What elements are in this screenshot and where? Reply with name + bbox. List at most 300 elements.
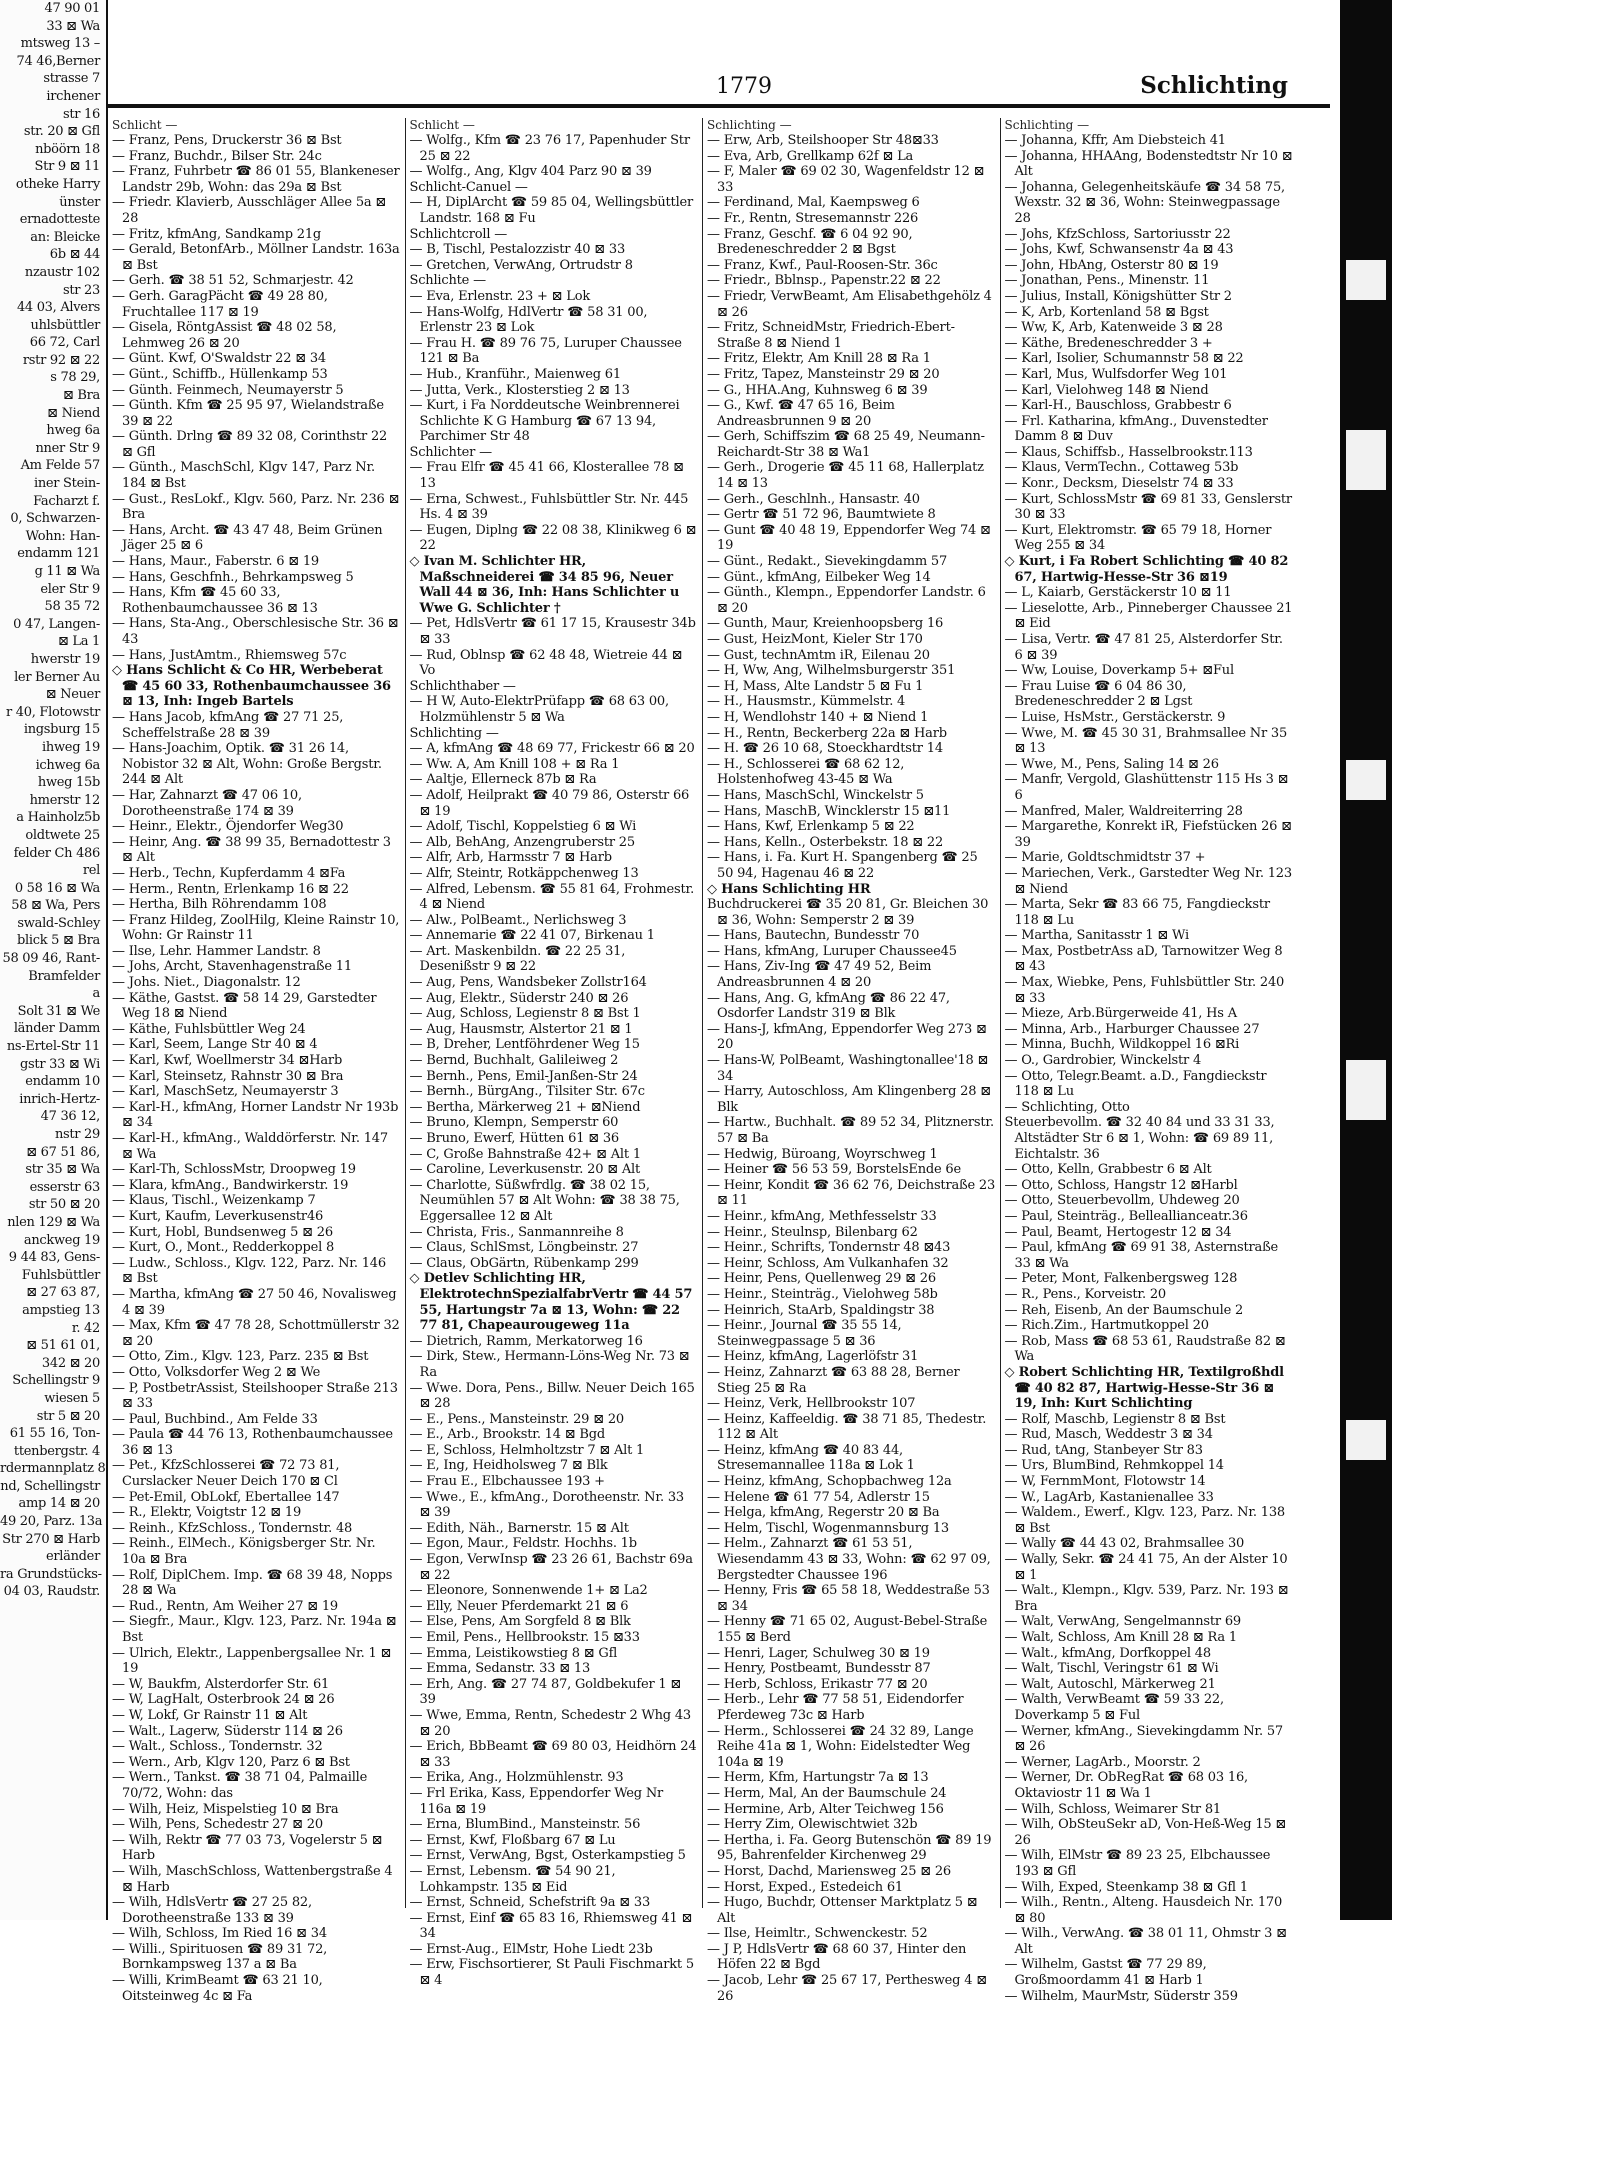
directory-entry: — Walth, VerwBeamt ☎ 59 33 22, Doverkamp 5 ⊠ Ful [1004, 1692, 1224, 1723]
directory-entry: — J P, HdlsVertr ☎ 68 60 37, Hinter den Höfen 22 ⊠ Bgd [707, 1941, 967, 1973]
directory-entry: — H, DiplArcht ☎ 59 85 04, Wellingsbüttler Landstr. 168 ⊠ Fu [409, 195, 694, 226]
left-page-fragment: Str 270 ⊠ Harb [2, 1531, 100, 1547]
left-page-fragment: nner Str 9 [35, 440, 100, 456]
left-page-fragment: Schellingstr 9 [12, 1373, 100, 1389]
left-page-fragment: Str 9 ⊠ 11 [34, 159, 100, 175]
directory-entry: — Franz, Geschf. ☎ 6 04 92 90, Bredeneschredder 2 ⊠ Bgst [707, 226, 913, 258]
directory-entry: — Pet-Emil, ObLokf, Ebertallee 147 [112, 1489, 340, 1505]
left-page-fragment: irchener [46, 88, 100, 104]
directory-entry: — Gust, technAmtm iR, Eilenau 20 [707, 647, 930, 663]
directory-entry: — Ferdinand, Mal, Kaempsweg 6 [707, 195, 920, 211]
directory-entry: — Frl. Katharina, kfmAng., Duvenstedter Damm 8 ⊠ Duv [1004, 413, 1268, 445]
directory-entry: — Max, Wiebke, Pens, Fuhlsbüttler Str. 240 ⊠ 33 [1004, 975, 1285, 1006]
directory-entry: — Wern., Arb, Klgv 120, Parz 6 ⊠ Bst [112, 1754, 350, 1770]
left-page-fragment: hweg 15b [37, 775, 100, 791]
page-number: 1779 [716, 74, 772, 99]
directory-entry: — Har, Zahnarzt ☎ 47 06 10, Dorotheenstraße 174 ⊠ 39 [112, 787, 302, 819]
directory-entry: — Rob, Mass ☎ 68 53 61, Raudstraße 82 ⊠ Wa [1004, 1333, 1286, 1365]
directory-entry: — Wwe, Emma, Rentn, Schedestr 2 Whg 43 ⊠ 20 [409, 1707, 691, 1739]
directory-entry: — Hans, Maur., Faberstr. 6 ⊠ 19 [112, 554, 319, 570]
directory-entry: — Hans-W, PolBeamt, Washingtonallee'18 ⊠ 34 [707, 1053, 989, 1084]
directory-entry: — Helm., Zahnarzt ☎ 61 53 51, Wiesendamm 43 ⊠ 33, Wohn: ☎ 62 97 09, Bergstedter Chaussee 196 [707, 1536, 991, 1583]
directory-entry: — E, Ing, Heidholsweg 7 ⊠ Blk [409, 1458, 608, 1474]
left-page-fragment: ünster [59, 194, 100, 210]
directory-entry: — Konr., Decksm, Dieselstr 74 ⊠ 33 [1004, 476, 1234, 492]
directory-entry: — Klaus, Tischl., Weizenkamp 7 [112, 1193, 316, 1209]
left-page-fragment: amp 14 ⊠ 20 [18, 1496, 100, 1512]
directory-entry: — Wolfg., Ang, Klgv 404 Parz 90 ⊠ 39 [409, 164, 652, 180]
directory-entry: — Eugen, Diplng ☎ 22 08 38, Klinikweg 6 ⊠ 22 [409, 522, 697, 554]
directory-entry: — Hans Jacob, kfmAng ☎ 27 71 25, Scheffelstraße 28 ⊠ 39 [112, 709, 344, 741]
directory-entry: — Herb, Schloss, Erikastr 77 ⊠ 20 [707, 1676, 928, 1692]
directory-entry: — Gerh. GaragPächt ☎ 49 28 80, Fruchtallee 117 ⊠ 19 [112, 288, 328, 320]
left-page-fragment: gstr 33 ⊠ Wi [20, 1056, 100, 1072]
directory-entry: — Claus, SchlSmst, Löngbeinstr. 27 [409, 1240, 639, 1256]
directory-entry: — Wilh, HdlsVertr ☎ 27 25 82, Dorotheenstraße 133 ⊠ 39 [112, 1895, 312, 1926]
directory-entry: — Heinz, kfmAng, Schopbachweg 12a [707, 1474, 952, 1490]
directory-entry: — P, PostbetrAssist, Steilshooper Straße 213 ⊠ 33 [112, 1380, 398, 1412]
directory-entry: — Ernst, Schneid, Schefstrift 9a ⊠ 33 [409, 1895, 651, 1911]
directory-entry: — Ww, Louise, Doverkamp 5+ ⊠Ful [1004, 663, 1234, 679]
directory-entry: — Bernh., Pens, Emil-Janßen-Str 24 [409, 1068, 638, 1084]
directory-entry: — Aug, Hausmstr, Alstertor 21 ⊠ 1 [409, 1021, 633, 1037]
directory-entry: — K, Arb, Kortenland 58 ⊠ Bgst [1004, 304, 1209, 320]
directory-entry: — Fr., Rentn, Stresemannstr 226 [707, 210, 919, 226]
directory-entry: — Helm, Tischl, Wogenmannsburg 13 [707, 1520, 949, 1536]
directory-entry: — Schlichting, Otto [1004, 1099, 1130, 1115]
directory-entry: — Paul, Beamt, Hertogestr 12 ⊠ 34 [1004, 1224, 1232, 1240]
directory-entry: — Otto, Steuerbevollm, Uhdeweg 20 [1004, 1193, 1240, 1209]
directory-entry: — Jutta, Verk., Klosterstieg 2 ⊠ 13 [409, 382, 630, 398]
left-page-fragment: ttenbergstr. 4 [13, 1443, 100, 1459]
directory-entry: — Karl, Mus, Wulfsdorfer Weg 101 [1004, 366, 1228, 382]
directory-entry: — Günth. Kfm ☎ 25 95 97, Wielandstraße 39 ⊠ 22 [112, 398, 384, 429]
directory-entry: — A, kfmAng ☎ 48 69 77, Frickestr 66 ⊠ 20 [409, 741, 695, 757]
directory-entry: — Karl, Isolier, Schumannstr 58 ⊠ 22 [1004, 351, 1244, 367]
directory-entry: — Aug, Elektr., Süderstr 240 ⊠ 26 [409, 990, 629, 1006]
directory-entry: — Eva, Arb, Grellkamp 62f ⊠ La [707, 148, 914, 164]
directory-entry: — Heiner ☎ 56 53 59, BorstelsEnde 6e [707, 1162, 961, 1178]
directory-entry: — Pet., KfzSchlosserei ☎ 72 73 81, Curslacker Neuer Deich 170 ⊠ Cl [112, 1458, 340, 1490]
directory-entry: — Herry Zim, Olewischtwiet 32b [707, 1817, 918, 1833]
directory-entry: — Wally ☎ 44 43 02, Brahmsallee 30 [1004, 1536, 1245, 1552]
dark-edge [1340, 0, 1392, 1920]
left-page-fragment: eler Str 9 [40, 581, 100, 597]
column-header: Schlicht — [409, 118, 475, 132]
directory-entry: — Wilh, Exped, Steenkamp 38 ⊠ Gfl 1 [1004, 1879, 1248, 1895]
directory-entry: — Ernst, Kwf, Floßbarg 67 ⊠ Lu [409, 1832, 616, 1848]
directory-entry: — Gerh., Drogerie ☎ 45 11 68, Hallerplatz 14 ⊠ 13 [707, 460, 984, 492]
directory-entry: — Wilh, ObSteuSekr aD, Von-Heß-Weg 15 ⊠ 26 [1004, 1817, 1287, 1848]
directory-entry: — Kurt, O., Mont., Redderkoppel 8 [112, 1240, 335, 1256]
directory-entry: — Heinr, Ang. ☎ 38 99 35, Bernadottestr 3 ⊠ Alt [112, 834, 391, 866]
directory-column [406, 118, 704, 1989]
directory-entry: — Willi, KrimBeamt ☎ 63 21 10, Oitsteinweg 4c ⊠ Fa [112, 1973, 323, 2004]
left-page-fragment: ⊠ La 1 [57, 634, 100, 650]
directory-entry: — Walt, Autoschl, Märkerweg 21 [1004, 1676, 1216, 1692]
left-page-fragment: hmerstr 12 [29, 792, 100, 808]
directory-entry: — Ww, K, Arb, Katenweide 3 ⊠ 28 [1004, 320, 1223, 336]
directory-entry: — E., Pens., Mansteinstr. 29 ⊠ 20 [409, 1411, 624, 1427]
directory-entry: — Siegfr., Maur., Klgv. 123, Parz. Nr. 194a ⊠ Bst [112, 1614, 397, 1645]
directory-entry: — Heinrich, StaArb, Spaldingstr 38 [707, 1302, 935, 1318]
directory-entry: — Hans, Kelln., Osterbekstr. 18 ⊠ 22 [707, 834, 944, 850]
directory-entry: — Egon, VerwInsp ☎ 23 26 61, Bachstr 69a ⊠ 22 [409, 1552, 693, 1583]
left-page-fragment: swald-Schley [17, 915, 100, 931]
directory-entry: — Günt., Schiffb., Hüllenkamp 53 [112, 366, 328, 382]
left-page-fragment: str 5 ⊠ 20 [36, 1408, 100, 1424]
directory-entry: — H., Schlosserei ☎ 68 62 12, Holstenhofweg 43-45 ⊠ Wa [707, 756, 905, 788]
left-page-fragment: blick 5 ⊠ Bra [17, 933, 100, 949]
directory-entry: — Alb, BehAng, Anzengruberstr 25 [409, 834, 635, 850]
directory-entry: — Else, Pens, Am Sorgfeld 8 ⊠ Blk [409, 1614, 631, 1630]
directory-entry: — Karl-H., kfmAng, Horner Landstr Nr 193b ⊠ 34 [112, 1099, 399, 1131]
left-page-fragment: 66 72, Carl [29, 335, 100, 351]
left-page-fragment: 04 03, Raudstr. [3, 1584, 100, 1600]
directory-column [108, 118, 406, 2004]
directory-entry: — H, Ww, Ang, Wilhelmsburgerstr 351 [707, 663, 956, 679]
directory-entry: — H., Hausmstr., Kümmelstr. 4 [707, 694, 906, 710]
left-page-fragment: rdermannplatz 8 [0, 1461, 106, 1477]
directory-entry: — Otto, Volksdorfer Weg 2 ⊠ We [112, 1364, 321, 1380]
directory-entry: — E, Schloss, Helmholtzstr 7 ⊠ Alt 1 [409, 1442, 645, 1458]
directory-entry: Schlichte — [409, 273, 486, 289]
left-page-fragment: Wohn: Han- [25, 528, 100, 544]
directory-entry: — W, Baukfm, Alsterdorfer Str. 61 [112, 1676, 330, 1692]
directory-entry: — Günth., MaschSchl, Klgv 147, Parz Nr. 184 ⊠ Bst [112, 460, 375, 492]
directory-entry: — Herm, Kfm, Hartungstr 7a ⊠ 13 [707, 1770, 929, 1786]
directory-entry: — Mieze, Arb.Bürgerweide 41, Hs A [1004, 1006, 1237, 1022]
left-page-fragment: wiesen 5 [44, 1390, 100, 1406]
directory-entry: — Johanna, Gelegenheitskäufe ☎ 34 58 75, Wexstr. 32 ⊠ 36, Wohn: Steinwegpassage 28 [1004, 179, 1285, 226]
directory-entry: — Fritz, Elektr, Am Knill 28 ⊠ Ra 1 [707, 351, 931, 367]
directory-entry: — Friedr. Klavierb, Ausschläger Allee 5a ⊠ 28 [112, 195, 387, 226]
directory-entry: — Günth. Feinmech, Neumayerstr 5 [112, 382, 344, 398]
left-page-fragment: str. 20 ⊠ Gfl [23, 124, 100, 140]
left-page-fragment: ⊠ 51 61 01, [26, 1338, 100, 1354]
left-page-fragment: endamm 10 [25, 1074, 100, 1090]
directory-entry: — Elly, Neuer Pferdemarkt 21 ⊠ 6 [409, 1598, 629, 1614]
directory-entry: — Johanna, HHAAng, Bodenstedtstr Nr 10 ⊠ Alt [1004, 148, 1293, 180]
directory-column [1001, 118, 1299, 2004]
directory-entry: — Werner, kfmAng., Sievekingdamm Nr. 57 ⊠ 26 [1004, 1723, 1284, 1755]
directory-entry: — Manfred, Maler, Waldreiterring 28 [1004, 803, 1243, 819]
left-page-fragment: hweg 6a [46, 423, 100, 439]
directory-entry: — Fritz, kfmAng, Sandkamp 21g [112, 226, 322, 242]
directory-entry: — Friedr, VerwBeamt, Am Elisabethgehölz 4 ⊠ 26 [707, 288, 992, 320]
directory-entry: — Emma, Leistikowstieg 8 ⊠ Gfl [409, 1645, 618, 1661]
header-rule [108, 104, 1330, 108]
left-page-fragment: ⊠ Niend [47, 405, 100, 421]
directory-entry: ◇ Hans Schlicht & Co HR, Werbeberat ☎ 45 60 33, Rothenbaumchaussee 36 ⊠ 13, Inh: Ingeb Bartels [112, 663, 391, 710]
directory-entry: — Herb., Lehr ☎ 77 58 51, Eidendorfer Pferdeweg 73c ⊠ Harb [707, 1692, 964, 1723]
directory-entry: — Hertha, Bilh Röhrendamm 108 [112, 897, 327, 913]
directory-entry: — B, Dreher, Lentföhrdener Weg 15 [409, 1037, 640, 1053]
directory-entry: — W, LagHalt, Osterbrook 24 ⊠ 26 [112, 1692, 335, 1708]
directory-entry: — Heinr., Steulnsp, Bilenbarg 62 [707, 1224, 918, 1240]
directory-entry: — Erh, Ang. ☎ 27 74 87, Goldbekufer 1 ⊠ 39 [409, 1676, 682, 1708]
directory-entry: — Paul, kfmAng ☎ 69 91 38, Asternstraße 33 ⊠ Wa [1004, 1240, 1279, 1271]
directory-entry: — Kurt, i Fa Norddeutsche Weinbrennerei Schlichte K G Hamburg ☎ 67 13 94, Parchimer Str 48 [409, 398, 680, 445]
directory-entry: — H, Mass, Alte Landstr 5 ⊠ Fu 1 [707, 678, 924, 694]
directory-entry: — Henri, Lager, Schulweg 30 ⊠ 19 [707, 1645, 930, 1661]
columns [108, 118, 1298, 2004]
directory-entry: — Paula ☎ 44 76 13, Rothenbaumchaussee 36 ⊠ 13 [112, 1427, 393, 1458]
directory-entry: — Kurt, Elektromstr. ☎ 65 79 18, Horner Weg 255 ⊠ 34 [1004, 522, 1272, 554]
directory-entry: — Heinz, kfmAng ☎ 40 83 44, Stresemannallee 118a ⊠ Lok 1 [707, 1442, 915, 1474]
directory-entry: — Kurt, Kaufm, Leverkusenstr46 [112, 1208, 324, 1224]
directory-entry: — Rud., Rentn, Am Weiher 27 ⊠ 19 [112, 1598, 338, 1614]
directory-entry: Schlichter — [409, 444, 492, 460]
directory-entry: — Dietrich, Ramm, Merkatorweg 16 [409, 1333, 643, 1349]
directory-entry: — Wilh, MaschSchloss, Wattenbergstraße 4 ⊠ Harb [112, 1863, 393, 1895]
directory-entry: — Hans-Joachim, Optik. ☎ 31 26 14, Nobistor 32 ⊠ Alt, Wohn: Große Bergstr. 244 ⊠ Alt [112, 741, 382, 788]
directory-entry: — Erika, Ang., Holzmühlenstr. 93 [409, 1770, 624, 1786]
directory-entry: — G., HHA.Ang, Kuhnsweg 6 ⊠ 39 [707, 382, 928, 398]
directory-entry: — Gunt ☎ 40 48 19, Eppendorfer Weg 74 ⊠ 19 [707, 522, 991, 554]
left-page-fragment: ns-Ertel-Str 11 [6, 1039, 100, 1055]
directory-entry: — Bernd, Buchhalt, Galileiweg 2 [409, 1053, 619, 1069]
directory-entry: — Ludw., Schloss., Klgv. 122, Parz. Nr. 146 ⊠ Bst [112, 1255, 386, 1287]
directory-entry: — Marie, Goldtschmidtstr 37 + [1004, 850, 1206, 866]
left-page-fragment: str 23 [63, 282, 100, 298]
directory-entry: — Wilh, Rektr ☎ 77 03 73, Vogelerstr 5 ⊠ Harb [112, 1832, 383, 1864]
directory-entry: — Hans-J, kfmAng, Eppendorfer Weg 273 ⊠ 20 [707, 1021, 987, 1053]
directory-entry: — Bertha, Märkerweg 21 + ⊠Niend [409, 1099, 641, 1115]
left-page-fragment: 0 58 16 ⊠ Wa [14, 880, 100, 896]
directory-entry: — Karl-Th, SchlossMstr, Droopweg 19 [112, 1162, 356, 1178]
directory-entry: — Heinr, Kondit ☎ 36 62 76, Deichstraße 23 ⊠ 11 [707, 1177, 996, 1209]
left-page-fragment: str 50 ⊠ 20 [28, 1197, 100, 1213]
directory-entry: — H., Rentn, Beckerberg 22a ⊠ Harb [707, 725, 947, 741]
directory-entry: — Hans, Sta-Ang., Oberschlesische Str. 36 ⊠ 43 [112, 616, 399, 647]
directory-entry: — Gunth, Maur, Kreienhoopsberg 16 [707, 616, 944, 632]
directory-entry: — Johs. Niet., Diagonalstr. 12 [112, 975, 301, 991]
directory-entry: — Emil, Pens., Hellbrookstr. 15 ⊠33 [409, 1630, 640, 1645]
directory-entry: — Otto, Zim., Klgv. 123, Parz. 235 ⊠ Bst [112, 1349, 369, 1365]
directory-entry: — E., Arb., Brookstr. 14 ⊠ Bgd [409, 1427, 605, 1443]
directory-entry: — Adolf, Heilprakt ☎ 40 79 86, Osterstr 66 ⊠ 19 [409, 787, 690, 819]
directory-entry: — Aug, Schloss, Legienstr 8 ⊠ Bst 1 [409, 1006, 641, 1022]
directory-entry: — C, Große Bahnstraße 42+ ⊠ Alt 1 [409, 1146, 641, 1162]
left-page-fragment: nzaustr 102 [24, 264, 100, 280]
left-page-fragment: r. 42 [71, 1320, 100, 1336]
directory-entry: — R., Elektr, Voigtstr 12 ⊠ 19 [112, 1505, 302, 1521]
directory-entry: — Willi., Spirituosen ☎ 89 31 72, Bornkampsweg 137 a ⊠ Ba [112, 1941, 328, 1973]
directory-entry: — Werner, Dr. ObRegRat ☎ 68 03 16, Oktaviostr 11 ⊠ Wa 1 [1004, 1770, 1248, 1801]
directory-entry: — H W, Auto-ElektrPrüfapp ☎ 68 63 00, Holzmühlenstr 5 ⊠ Wa [409, 694, 669, 725]
directory-entry: — Klara, kfmAng., Bandwirkerstr. 19 [112, 1177, 349, 1193]
directory-entry: — Fritz, SchneidMstr, Friedrich-Ebert-Straße 8 ⊠ Niend 1 [707, 320, 955, 351]
directory-entry: — Ulrich, Elektr., Lappenbergsallee Nr. 1 ⊠ 19 [112, 1645, 392, 1677]
directory-entry: — Eleonore, Sonnenwende 1+ ⊠ La2 [409, 1583, 648, 1599]
directory-entry: — Rud, tAng, Stanbeyer Str 83 [1004, 1442, 1203, 1458]
left-page-fragment: str 16 [63, 106, 100, 122]
directory-entry: — Ilse, Lehr. Hammer Landstr. 8 [112, 943, 321, 959]
directory-entry: — Ernst, Einf ☎ 65 83 16, Rhiemsweg 41 ⊠ 34 [409, 1910, 693, 1942]
left-page-fragment: Solt 31 ⊠ We [17, 1003, 100, 1019]
directory-entry: Steuerbevollm. ☎ 32 40 84 und 33 31 33, Altstädter Str 6 ⊠ 1, Wohn: ☎ 69 89 11, Eichtalstr. 36 [1004, 1115, 1275, 1162]
directory-entry: — Wilh, Heiz, Mispelstieg 10 ⊠ Bra [112, 1801, 339, 1817]
directory-entry: — Max, Kfm ☎ 47 78 28, Schottmüllerstr 32 ⊠ 20 [112, 1318, 400, 1349]
left-page-fragment: g 11 ⊠ Wa [34, 564, 100, 579]
directory-entry: — Mariechen, Verk., Garstedter Weg Nr. 123 ⊠ Niend [1004, 865, 1292, 897]
left-page-fragment: nstr 29 [54, 1127, 100, 1142]
left-page-fragment: otheke Harry [15, 176, 100, 192]
directory-entry: — Karl, MaschSetz, Neumayerstr 3 [112, 1084, 339, 1100]
directory-entry: — Walt, VerwAng, Sengelmannstr 69 [1004, 1614, 1241, 1630]
directory-entry: — Wilh, ElMstr ☎ 89 23 25, Elbchaussee 193 ⊠ Gfl [1004, 1848, 1271, 1879]
directory-entry: Schlichtcroll — [409, 226, 508, 242]
directory-entry: — Martha, kfmAng ☎ 27 50 46, Novalisweg 4 ⊠ 39 [112, 1286, 397, 1318]
directory-entry: — Dirk, Stew., Hermann-Löns-Weg Nr. 73 ⊠ Ra [409, 1349, 690, 1380]
directory-entry: — Heinr., Steinträg., Vielohweg 58b [707, 1286, 938, 1302]
directory-entry: — Charlotte, Süßwfrdlg. ☎ 38 02 15, Neumühlen 57 ⊠ Alt Wohn: ☎ 38 38 75, Eggersallee 12 ⊠ Alt [409, 1177, 680, 1224]
directory-entry: — Hugo, Buchdr, Ottenser Marktplatz 5 ⊠ Alt [707, 1895, 978, 1926]
directory-entry: — Günth., Klempn., Eppendorfer Landstr. 6 ⊠ 20 [707, 585, 986, 616]
directory-entry: — Käthe, Gastst. ☎ 58 14 29, Garstedter Weg 18 ⊠ Niend [112, 990, 377, 1022]
left-page-fragment: r 40, Flotowstr [6, 704, 100, 720]
left-page-fragment: ingsburg 15 [23, 722, 100, 738]
left-page-fragment: ler Berner Au [14, 669, 100, 685]
left-page-fragment: rel [82, 863, 100, 879]
directory-entry: — Otto, Schloss, Hangstr 12 ⊠Harbl [1004, 1177, 1238, 1193]
directory-entry: — Gertr ☎ 51 72 96, Baumtwiete 8 [707, 507, 936, 523]
left-page-fragment: 0 47, Langen- [13, 616, 100, 632]
directory-entry: — Heinr, Pens, Quellenweg 29 ⊠ 26 [707, 1271, 936, 1287]
directory-entry: — H. ☎ 26 10 68, Stoeckhardtstr 14 [707, 741, 943, 757]
left-page-fragment: oldtwete 25 [25, 827, 100, 843]
directory-entry: — Heinr., kfmAng, Methfesselstr 33 [707, 1208, 937, 1224]
left-page-fragment: nlen 129 ⊠ Wa [7, 1214, 100, 1230]
directory-entry: — B, Tischl, Pestalozzistr 40 ⊠ 33 [409, 242, 626, 258]
directory-entry: — Heinr., Schrifts, Tondernstr 48 ⊠43 [707, 1240, 951, 1256]
directory-entry: — Erna, BlumBind., Mansteinstr. 56 [409, 1817, 641, 1833]
directory-entry: — Otto, Kelln, Grabbestr 6 ⊠ Alt [1004, 1162, 1212, 1178]
left-page-fragment: erländer [45, 1549, 100, 1565]
directory-entry: — Friedr., Bblnsp., Papenstr.22 ⊠ 22 [707, 273, 941, 289]
column-header: Schlicht — [112, 118, 178, 132]
directory-entry: — Hans, Kfm ☎ 45 60 33, Rothenbaumchaussee 36 ⊠ 13 [112, 585, 318, 616]
directory-entry: — Marta, Sekr ☎ 83 66 75, Fangdieckstr 118 ⊠ Lu [1004, 897, 1270, 928]
left-page-fragment: strasse 7 [43, 71, 100, 87]
directory-entry: — F, Maler ☎ 69 02 30, Wagenfeldstr 12 ⊠ 33 [707, 164, 985, 195]
directory-entry: — Bruno, Klempn, Semperstr 60 [409, 1115, 619, 1131]
directory-entry: — Erna, Schwest., Fuhlsbüttler Str. Nr. 445 Hs. 4 ⊠ 39 [409, 491, 689, 523]
directory-entry: — Wern., Tankst. ☎ 38 71 04, Palmaille 70/72, Wohn: das [112, 1770, 368, 1801]
left-page-fragment: an: Bleicke [30, 229, 100, 245]
directory-entry: — Frau E., Elbchaussee 193 + [409, 1474, 605, 1490]
directory-entry: — Harry, Autoschloss, Am Klingenberg 28 ⊠ Blk [707, 1084, 991, 1115]
left-page-fragment: ⊠ 27 63 87, [26, 1285, 100, 1301]
left-page-fragment: ⊠ 67 51 86, [26, 1144, 100, 1160]
left-page-fragment: ampstieg 13 [22, 1302, 100, 1318]
directory-entry: — Hub., Kranführ., Maienweg 61 [409, 366, 621, 382]
directory-entry: Schlichting — [409, 725, 499, 741]
left-page-fragment: Bramfelder [28, 968, 100, 984]
left-page-fragment: uhlsbüttler [30, 317, 100, 333]
directory-entry: — Rud, Oblnsp ☎ 62 48 48, Wietreie 44 ⊠ Vo [409, 647, 683, 679]
left-page-fragment: 61 55 16, Ton- [9, 1426, 100, 1442]
directory-entry: — Walt., Klempn., Klgv. 539, Parz. Nr. 193 ⊠ Bra [1004, 1583, 1289, 1614]
left-page-edge [0, 0, 108, 1920]
directory-entry: — Heinz, Zahnarzt ☎ 63 88 28, Berner Stieg 25 ⊠ Ra [707, 1364, 960, 1396]
left-page-fragment: mtsweg 13 – [20, 36, 100, 52]
directory-entry: — Karl, Kwf, Woellmerstr 34 ⊠Harb [112, 1053, 343, 1069]
directory-entry: — Luise, HsMstr., Gerstäckerstr. 9 [1004, 709, 1226, 725]
directory-entry: — Rolf, DiplChem. Imp. ☎ 68 39 48, Nopps 28 ⊠ Wa [112, 1567, 393, 1599]
directory-entry: — Hertha, i. Fa. Georg Butenschön ☎ 89 19 95, Bahrenfelder Kirchenweg 29 [707, 1832, 992, 1864]
directory-entry: — Ernst, Lebensm. ☎ 54 90 21, Lohkampstr. 135 ⊠ Eid [409, 1863, 616, 1895]
directory-entry: — Walt., kfmAng, Dorfkoppel 48 [1004, 1645, 1211, 1661]
directory-entry: ◇ Kurt, i Fa Robert Schlichting ☎ 40 82 67, Hartwig-Hesse-Str 36 ⊠19 [1004, 554, 1289, 585]
directory-entry: — W, Lokf, Gr Rainstr 11 ⊠ Alt [112, 1707, 308, 1723]
directory-entry: — Herm., Schlosserei ☎ 24 32 89, Lange Reihe 41a ⊠ 1, Wohn: Eidelstedter Weg 104a ⊠ 19 [707, 1723, 974, 1770]
directory-column [703, 118, 1001, 2004]
directory-entry: — Gerh., Geschlnh., Hansastr. 40 [707, 491, 920, 507]
directory-entry: — Reinh., ElMech., Königsberger Str. Nr. 10a ⊠ Bra [112, 1536, 376, 1568]
left-page-fragment: s 78 29, [50, 370, 100, 386]
directory-entry: — Lieselotte, Arb., Pinneberger Chaussee 21 ⊠ Eid [1004, 600, 1293, 632]
directory-entry: — Herb., Techn, Kupferdamm 4 ⊠Fa [112, 865, 346, 881]
left-page-fragment: 6b ⊠ 44 [49, 247, 100, 263]
directory-entry: — Bernh., BürgAng., Tilsiter Str. 67c [409, 1084, 645, 1100]
left-page-fragment: ⊠ Bra [62, 388, 100, 404]
directory-entry: — Käthe, Fuhlsbüttler Weg 24 [112, 1021, 306, 1037]
directory-entry: — Wilh., VerwAng. ☎ 38 01 11, Ohmstr 3 ⊠ Alt [1004, 1926, 1287, 1957]
directory-entry: — Minna, Arb., Harburger Chaussee 27 [1004, 1021, 1260, 1037]
directory-entry: — G., Kwf. ☎ 47 65 16, Beim Andreasbrunnen 9 ⊠ 20 [707, 398, 895, 429]
directory-entry: — H, Wendlohstr 140 + ⊠ Niend 1 [707, 709, 929, 725]
directory-entry: — Gerh, Schiffszim ☎ 68 25 49, Neumann-Reichardt-Str 38 ⊠ Wa1 [707, 429, 985, 460]
directory-entry: — Günt. Kwf, O'Swaldstr 22 ⊠ 34 [112, 351, 326, 367]
directory-entry: — Heinz, kfmAng, Lagerlöfstr 31 [707, 1349, 919, 1365]
directory-entry: — Karl-H., kfmAng., Walddörferstr. Nr. 147 ⊠ Wa [112, 1131, 388, 1162]
left-page-fragment: inrich-Hertz- [19, 1091, 100, 1107]
directory-entry: — Wwe. Dora, Pens., Billw. Neuer Deich 165 ⊠ 28 [409, 1380, 695, 1412]
left-page-fragment: esserstr 63 [29, 1179, 100, 1195]
directory-entry: — Franz, Fuhrbetr ☎ 86 01 55, Blankeneser Landstr 29b, Wohn: das 29a ⊠ Bst [112, 164, 400, 195]
directory-entry: — Ernst-Aug., ElMstr, Hohe Liedt 23b [409, 1941, 653, 1957]
thumb-tab [1346, 430, 1386, 490]
directory-entry: — Peter, Mont, Falkenbergsweg 128 [1004, 1271, 1238, 1287]
directory-entry: — Alw., PolBeamt., Nerlichsweg 3 [409, 912, 627, 928]
directory-entry: — Wwe, M., Pens, Saling 14 ⊠ 26 [1004, 756, 1219, 772]
left-page-fragment: 58 09 46, Rant- [2, 951, 100, 967]
left-page-fragment: ⊠ Neuer [45, 687, 100, 703]
directory-entry: — Günt., kfmAng, Eilbeker Weg 14 [707, 569, 931, 585]
directory-page [108, 0, 1340, 2004]
directory-entry: — Annemarie ☎ 22 41 07, Birkenau 1 [409, 928, 655, 944]
directory-entry: — Otto, Telegr.Beamt. a.D., Fangdieckstr 118 ⊠ Lu [1004, 1068, 1267, 1100]
directory-entry: — Hermine, Arb, Alter Teichweg 156 [707, 1801, 944, 1817]
directory-entry: — Gust., ResLokf., Klgv. 560, Parz. Nr. 236 ⊠ Bra [112, 491, 400, 523]
directory-entry: — Ww. A, Am Knill 108 + ⊠ Ra 1 [409, 756, 620, 772]
directory-entry: — Wilh, Pens, Schedestr 27 ⊠ 20 [112, 1817, 323, 1833]
directory-entry: — Hans, Ang. G, kfmAng ☎ 86 22 47, Osdorfer Landstr 319 ⊠ Blk [707, 990, 950, 1022]
directory-entry: — Johanna, Kffr, Am Diebsteich 41 [1004, 133, 1226, 148]
directory-entry: — Ilse, Heimltr., Schwenckestr. 52 [707, 1926, 928, 1942]
directory-entry: — Gisela, RöntgAssist ☎ 48 02 58, Lehmweg 26 ⊠ 20 [112, 320, 337, 351]
directory-entry: — Walt, Schloss, Am Knill 28 ⊠ Ra 1 [1004, 1630, 1237, 1645]
column-header: Schlichting — [707, 118, 792, 132]
left-page-fragment: anckweg 19 [23, 1232, 100, 1248]
left-page-fragment: a Hainholz5b [16, 810, 100, 826]
directory-entry: — Erich, BbBeamt ☎ 69 80 03, Heidhörn 24 ⊠ 33 [409, 1739, 697, 1770]
directory-entry: — Aaltje, Ellerneck 87b ⊠ Ra [409, 772, 597, 788]
directory-entry: — Egon, Maur., Feldstr. Hochhs. 1b [409, 1536, 637, 1552]
directory-entry: — Alfr, Arb, Harmsstr 7 ⊠ Harb [409, 850, 612, 866]
